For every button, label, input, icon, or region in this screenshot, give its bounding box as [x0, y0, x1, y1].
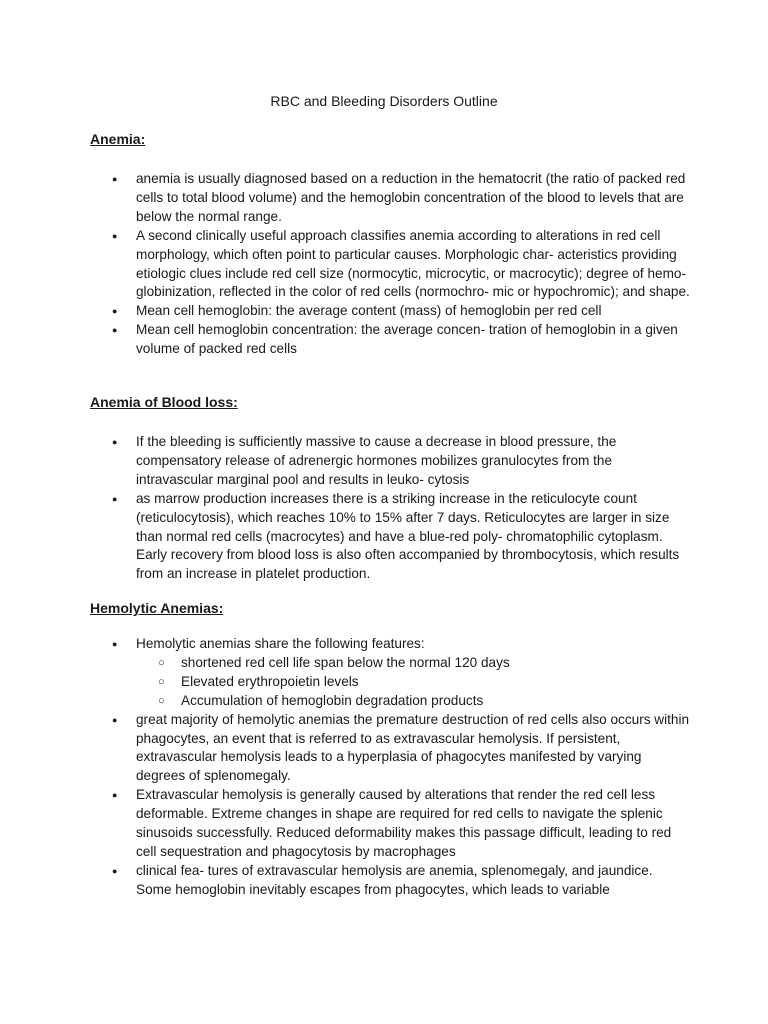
sub-bullet-list	[136, 654, 690, 711]
list-item-text: Hemolytic anemias share the following features:	[136, 636, 425, 651]
list-item: ● Mean cell hemoglobin: the average content (mass) of hemoglobin per red cell	[90, 302, 690, 321]
list-item: ● great majority of hemolytic anemias the premature destruction of red cells also occurs within phagocytes, an event that is referred to as extravascular hemolysis. If persistent, extravascular hemolysis leads to a hyperplasia of phagocytes manifested by varying degrees of splenomegaly.	[90, 711, 690, 787]
list-item: ● as marrow production increases there is a striking increase in the reticulocyte count (reticulocytosis), which reaches 10% to 15% after 7 days. Reticulocytes are larger in size than normal red cells (macrocytes) and have a blue-red poly- chromatophilic cytoplasm. Early recovery from blood loss is also often accompanied by thrombocytosis, which results from an increase in platelet production.	[90, 490, 690, 585]
list-item	[90, 635, 690, 711]
bullet-list	[90, 433, 690, 584]
sub-list-item: ○ Accumulation of hemoglobin degradation products	[136, 692, 690, 711]
list-item: ● Mean cell hemoglobin concentration: the average concen- tration of hemoglobin in a given volume of packed red cells	[90, 321, 690, 359]
section-hemolytic-anemias	[90, 599, 690, 900]
list-item: ● A second clinically useful approach classifies anemia according to alterations in red cell morphology, which often point to particular causes. Morphologic char- acteristics providing etiologic clues include red cell size (normocytic, microcytic, or macrocytic); degree of hemo- globinization, reflected in the color of red cells (normochro- mic or hypochromic); and shape.	[90, 227, 690, 303]
section-anemia-blood-loss	[90, 393, 690, 584]
list-item: ● clinical fea- tures of extravascular hemolysis are anemia, splenomegaly, and jaundice. Some hemoglobin inevitably escapes from phagocytes, which leads to variable	[90, 862, 690, 900]
bullet-list	[90, 635, 690, 900]
section-anemia	[90, 130, 690, 359]
document-title: RBC and Bleeding Disorders Outline	[270, 93, 498, 109]
section-heading: Anemia:	[90, 131, 146, 147]
sub-list-item: ○ Elevated erythropoietin levels	[136, 673, 690, 692]
list-item: ● anemia is usually diagnosed based on a reduction in the hematocrit (the ratio of packed red cells to total blood volume) and the hemoglobin concentration of the blood to levels that are below the normal range.	[90, 170, 690, 227]
list-item: ● Extravascular hemolysis is generally caused by alterations that render the red cell less deformable. Extreme changes in shape are required for red cells to navigate the splenic sinusoids successfully. Reduced deformability makes this passage difficult, leading to red cell sequestration and phagocytosis by macrophages	[90, 786, 690, 862]
bullet-list	[90, 170, 690, 359]
sub-list-item: ○ shortened red cell life span below the normal 120 days	[136, 654, 690, 673]
list-item: ● If the bleeding is sufficiently massive to cause a decrease in blood pressure, the compensatory release of adrenergic hormones mobilizes granulocytes from the intravascular marginal pool and results in leuko- cytosis	[90, 433, 690, 490]
section-heading: Anemia of Blood loss:	[90, 394, 238, 410]
section-heading: Hemolytic Anemias:	[90, 600, 224, 616]
